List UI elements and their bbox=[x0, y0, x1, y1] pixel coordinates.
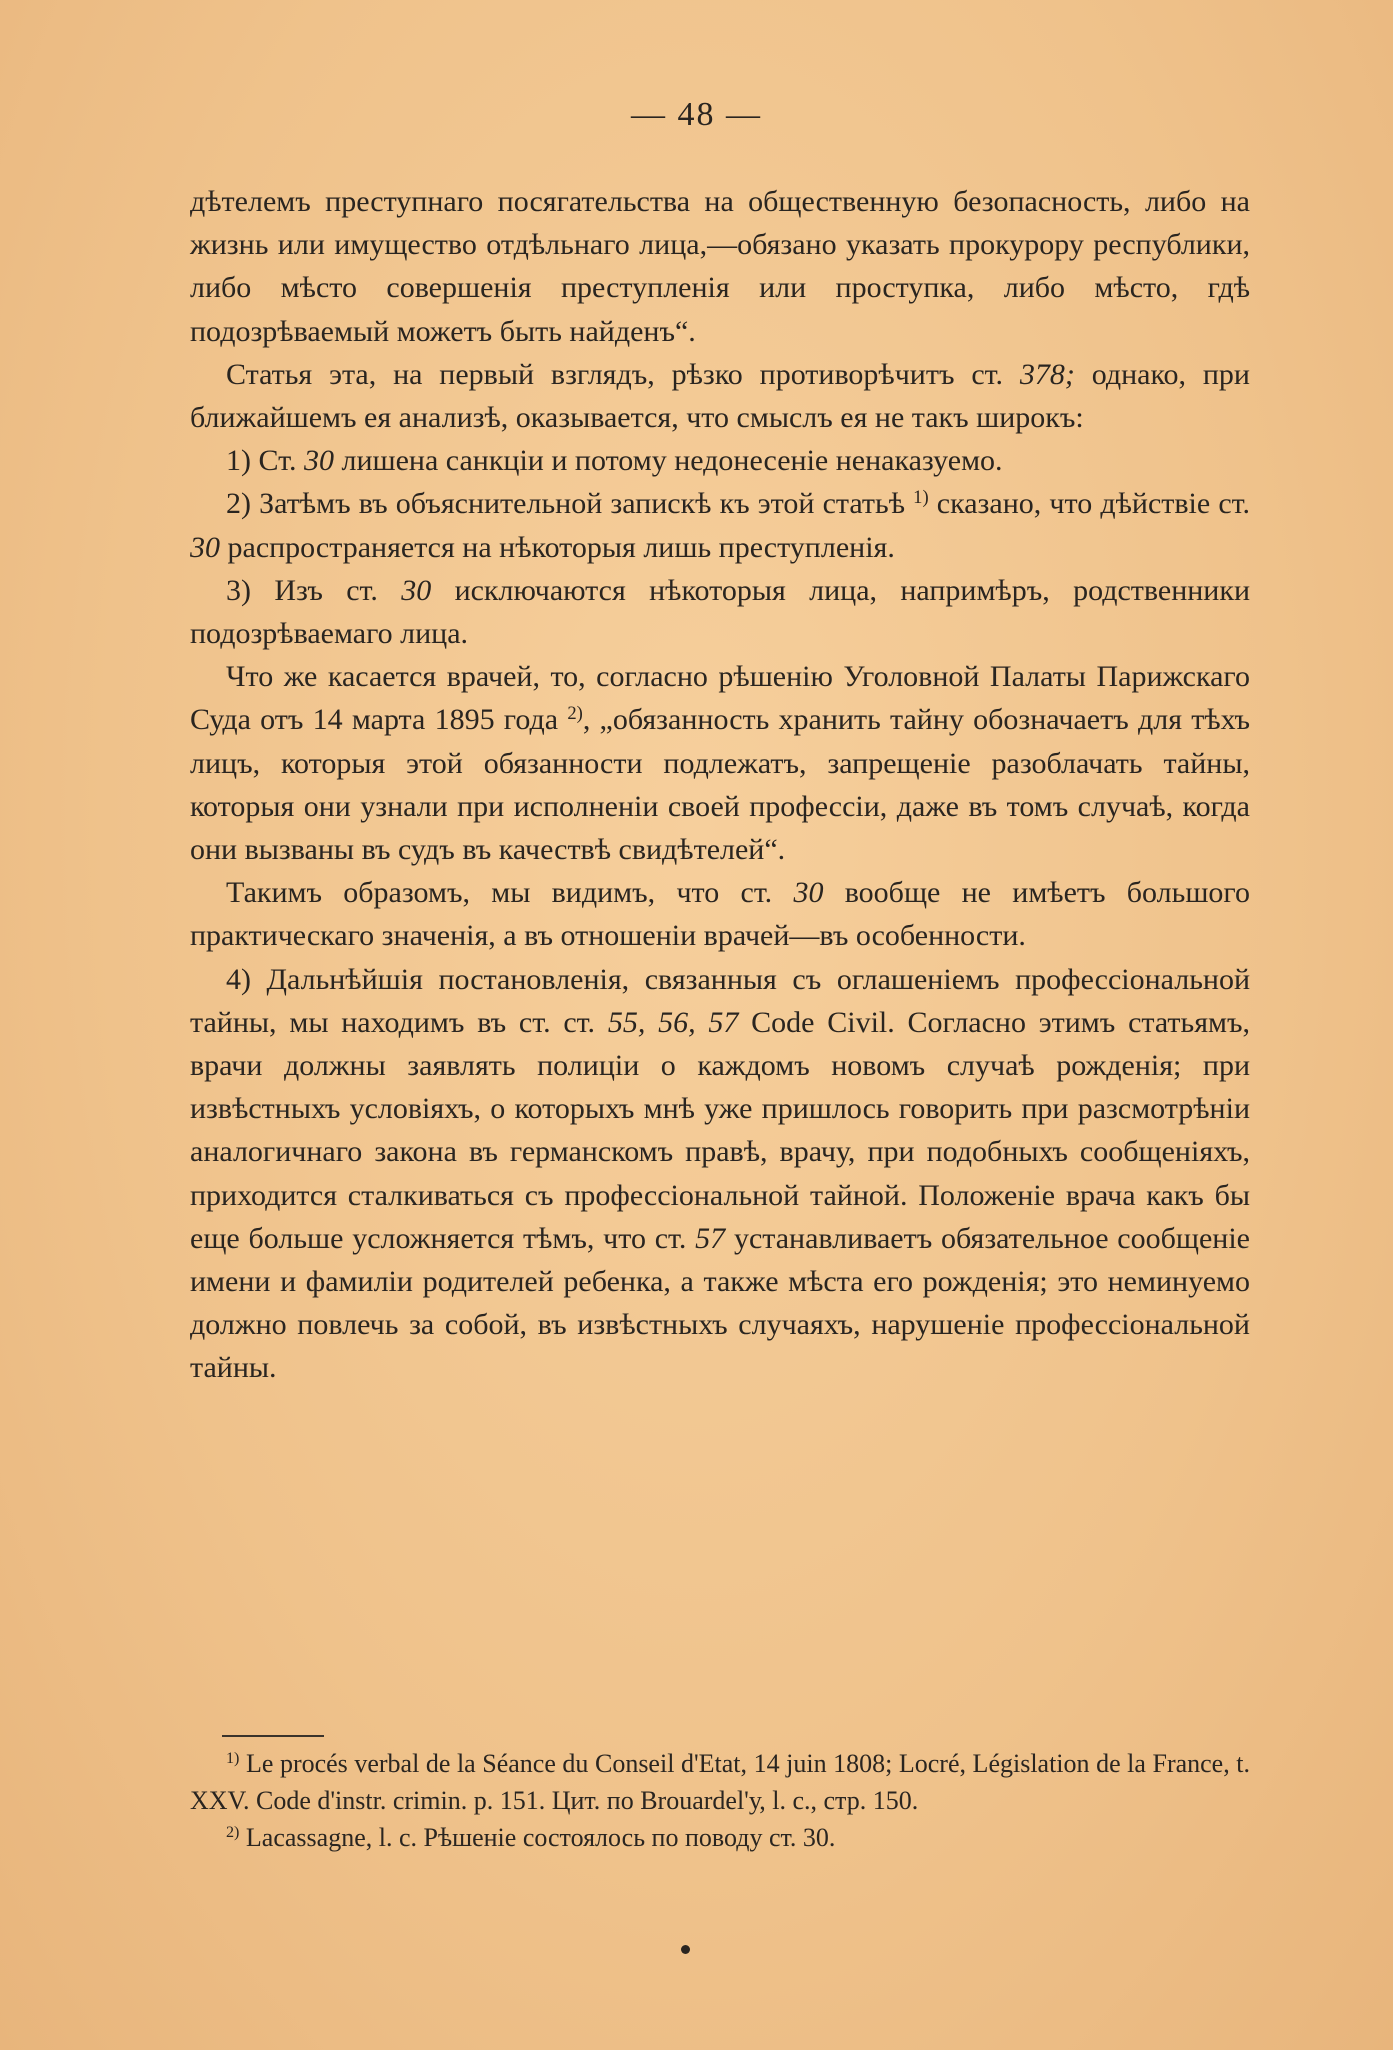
footnotes bbox=[190, 1745, 1250, 1856]
paragraph-point-1: 1) Ст. 30 лишена санкціи и потому недонесеніе ненаказуемо. bbox=[226, 444, 1003, 478]
paragraph-point-4: 4) Дальнѣйшія постановленія, связанныя съ оглашеніемъ профессіональной тайны, мы находимъ въ ст. ст. 55, 56, 57 Code Civil. Согласно этимъ статьямъ, врачи должны заявлять полиціи о каждомъ новомъ случаѣ рожденія; при извѣстныхъ условіяхъ, о которыхъ мнѣ уже пришлось говорить при разсмотрѣніи аналогичнаго закона въ германскомъ правѣ, врачу, при подобныхъ сообщеніяхъ, приходится сталкиваться съ профессіональной тайной. Положеніе врача какъ бы еще больше усложняется тѣмъ, что ст. 57 устанавливаетъ обязательное сообщеніе имени и фамиліи родителей ребенка, а также мѣста его рожденія; это неминуемо должно повлечь за собой, въ извѣстныхъ случаяхъ, нарушеніе профессіональной тайны. bbox=[190, 962, 1251, 1385]
article-number: 30 bbox=[401, 573, 432, 607]
paragraph-conclusion: Такимъ образомъ, мы видимъ, что ст. 30 вообще не имѣетъ большого практическаго значенія, а въ отношеніи врачей—въ особенности. bbox=[190, 876, 1250, 953]
ink-dot bbox=[681, 1945, 690, 1954]
footnote-ref-1: 1) bbox=[913, 487, 929, 509]
page-number: — 48 — bbox=[631, 96, 762, 133]
paragraph-continuation: дѣтелемъ преступнаго посягательства на общественную безопасность, либо на жизнь или имущество отдѣльнаго лица,—обязано указать прокурору республики, либо мѣсто совершенія преступленія или проступка, либо мѣсто, гдѣ подозрѣваемый можетъ быть найденъ“. bbox=[190, 185, 1250, 348]
article-number: 378; bbox=[1019, 357, 1075, 391]
article-number: 30 bbox=[303, 444, 334, 478]
paragraph-article-contradiction: Статья эта, на первый взглядъ, рѣзко противорѣчитъ ст. 378; однако, при ближайшемъ ея анализѣ, оказывается, что смыслъ ея не такъ широкъ: bbox=[190, 357, 1250, 435]
paragraph-court-decision: Что же касается врачей, то, согласно рѣшенію Уголовной Палаты Парижскаго Суда отъ 14 марта 1895 года $^{2)}$, „обязанность хранить тайну обозначаетъ для тѣхъ лицъ, которыя этой обязанности подлежатъ, запрещеніе разоблачать тайны, которыя они узнали при исполненіи своей профессіи, даже въ томъ случаѣ, когда они вызваны въ судъ въ качествѣ свидѣтелей“. bbox=[190, 660, 1250, 867]
paragraph-point-2: 2) Затѣмъ въ объяснительной запискѣ къ этой статьѣ $^{1)}$ сказано, что дѣйствіе ст. 30 распространяется на нѣкоторыя лишь преступленія. bbox=[190, 487, 1251, 564]
article-numbers: 55, 56, 57 bbox=[607, 1005, 739, 1039]
footnote-mark: 2) bbox=[226, 1824, 240, 1842]
footnote-mark: 1) bbox=[226, 1750, 240, 1768]
footnote-divider bbox=[222, 1735, 324, 1737]
article-number: 30 bbox=[190, 530, 220, 564]
body-text bbox=[190, 180, 1250, 1390]
footnote-ref-2: 2) bbox=[567, 703, 583, 725]
footnote-1: $^{1)}$ Le procés verbal de la Séance du Conseil d'Etat, 14 juin 1808; Locré, Législation de la France, t. XXV. Code d'instr. crimin. p. 151. Цит. по Brouardel'у, l. c., стр. 150. bbox=[190, 1749, 1250, 1815]
paragraph-point-3: 3) Изъ ст. 30 исключаются нѣкоторыя лица, напримѣръ, родственники подозрѣваемаго лица. bbox=[190, 573, 1250, 651]
article-number: 57 bbox=[695, 1221, 726, 1255]
footnote-2: $^{2)}$ Lacassagne, l. c. Рѣшеніе состоялось по поводу ст. 30. bbox=[226, 1823, 836, 1852]
article-number: 30 bbox=[793, 876, 824, 910]
